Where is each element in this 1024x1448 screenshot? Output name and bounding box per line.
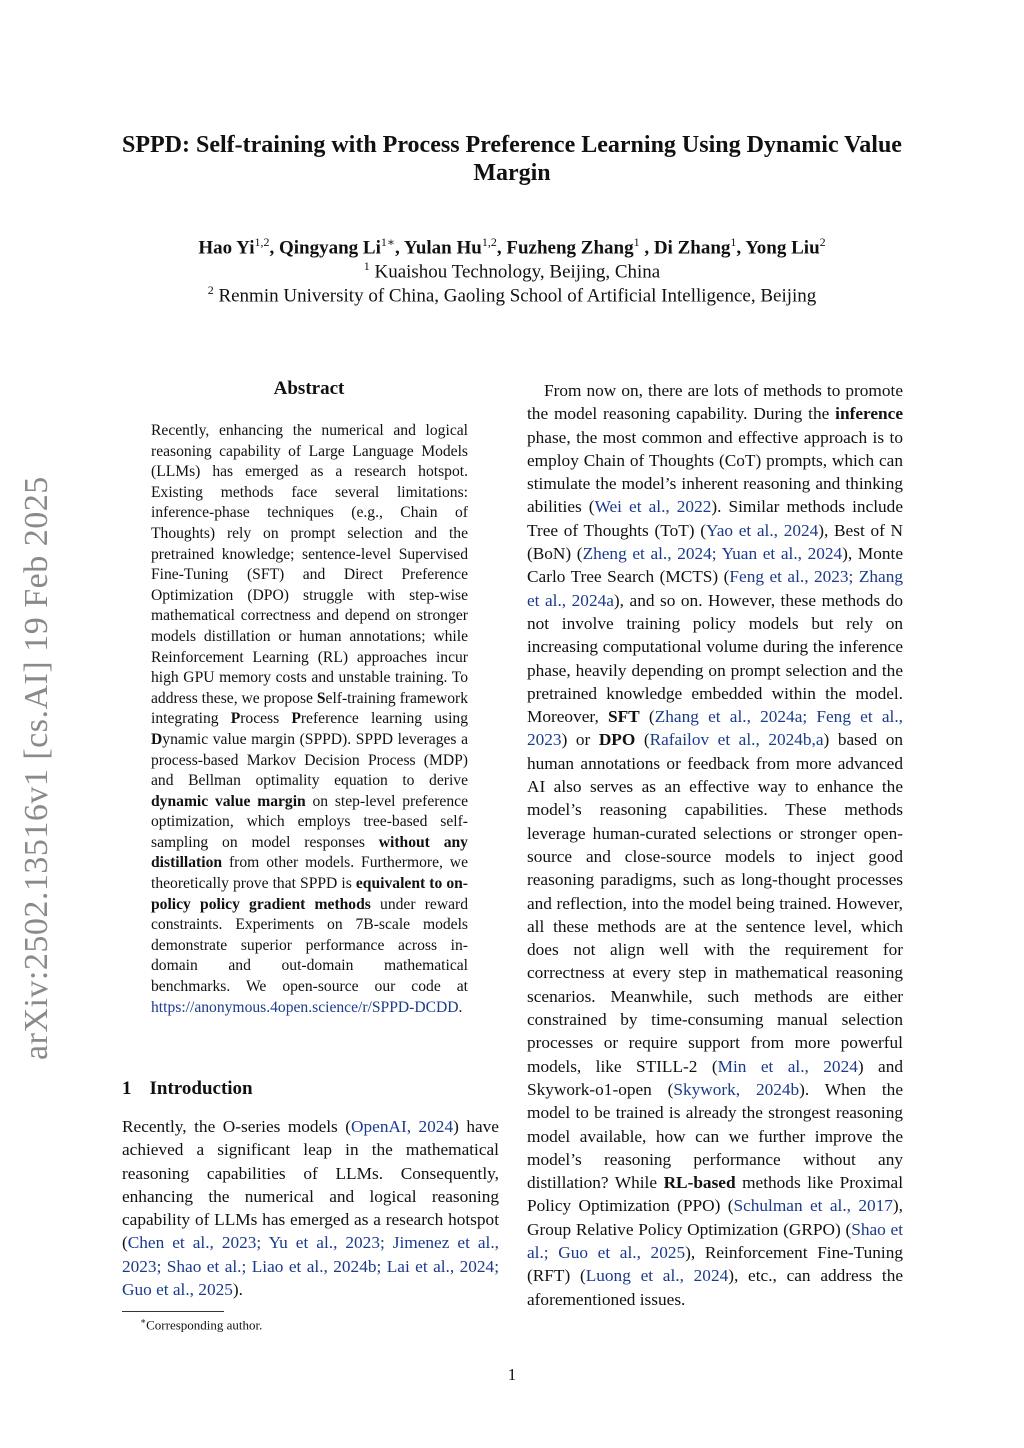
- author-name: Qingyang Li: [278, 237, 381, 259]
- body-text: ), and so on. However, these methods do not involve training policy models but rely on increasing computational volume during the inference phase, heavily depending on prompt selection and the pretrained knowledge embedded within the model. Moreover,: [527, 590, 903, 727]
- abstract-bold: P: [291, 710, 301, 728]
- right-column-paragraph: [527, 379, 903, 1311]
- citation-link[interactable]: Skywork, 2024b: [673, 1079, 800, 1099]
- code-link[interactable]: https://anonymous.4open.science/r/SPPD-DCDD: [151, 998, 459, 1016]
- bold-term: SFT: [608, 707, 640, 727]
- body-text: ), Reinforcement Fine-Tuning (RFT) (: [527, 1242, 903, 1286]
- footnote-mark: ∗: [140, 1316, 147, 1326]
- body-text: Recently, the O-series models (: [122, 1117, 352, 1136]
- abstract-text: from other models. Furthermore, we theoretically prove that SPPD is: [151, 854, 468, 893]
- citation-link[interactable]: Luong et al., 2024: [585, 1266, 729, 1286]
- body-text: ) or: [561, 730, 599, 750]
- citation-link[interactable]: OpenAI, 2024: [351, 1117, 454, 1136]
- intro-paragraph: [122, 1115, 499, 1301]
- abstract-text: .: [458, 998, 463, 1016]
- citation-link[interactable]: Rafailov et al., 2024b,a: [649, 730, 824, 750]
- abstract-bold: S: [316, 689, 326, 707]
- body-text: ).: [232, 1280, 243, 1300]
- citation-link[interactable]: Chen et al., 2023; Yu et al., 2023; Jimenez et al., 2023; Shao et al.; Liao et al., 2024b; Lai et al., 2024; Guo et al., 2025: [122, 1233, 499, 1300]
- author-name: Yulan Hu: [403, 237, 482, 259]
- body-text: ). Similar methods include Tree of Thoughts (ToT) (: [527, 497, 903, 540]
- footnote: [140, 1316, 262, 1333]
- abstract-text: on step-level preference optimization, which employs tree-based self-sampling on model responses: [151, 792, 468, 851]
- citation-link[interactable]: Zhang et al., 2024a; Feng et al., 2023: [527, 707, 903, 750]
- affil-sup: 2: [207, 283, 214, 297]
- affil-text: Renmin University of China, Gaoling School of Artificial Intelligence, Beijing: [218, 285, 817, 307]
- page-number: 1: [507, 1365, 517, 1384]
- affil-sup: 1: [363, 259, 370, 273]
- abstract-text: under reward constraints. Experiments on 7B-scale models demonstrate superior performance across in-domain and out-domain mathematical benchmarks. We open-source our code at: [151, 895, 468, 996]
- body-text: ), etc., can address the aforementioned issues.: [527, 1266, 904, 1309]
- footnote-text: Corresponding author.: [146, 1317, 263, 1333]
- abstract-text: ynamic value margin (SPPD). SPPD leverages a process-based Markov Decision Process (MDP) and Bellman optimality equation to derive: [151, 730, 468, 790]
- abstract-bold: D: [151, 730, 163, 748]
- author-name: Fuzheng Zhang: [506, 237, 634, 259]
- author-affil-sup: 2: [819, 235, 826, 249]
- section-title: Introduction: [149, 1078, 253, 1099]
- bold-term: RL-based: [663, 1173, 736, 1193]
- citation-link[interactable]: Feng et al., 2023; Zhang et al., 2024a: [527, 567, 903, 610]
- section-heading: [122, 1078, 253, 1100]
- citation-link[interactable]: Shao et al.; Guo et al., 2025: [527, 1219, 904, 1262]
- author-name: Hao Yi: [198, 237, 255, 259]
- citation-link[interactable]: Min et al., 2024: [717, 1056, 858, 1076]
- author-affil-sup: 1∗: [380, 235, 396, 249]
- footnote-rule: [122, 1311, 224, 1312]
- affiliation-2: [100, 278, 924, 308]
- author-name: Yong Liu: [745, 237, 820, 259]
- author-name: Di Zhang: [653, 237, 731, 259]
- section-number: 1: [122, 1078, 132, 1099]
- author-affil-sup: 1,2: [481, 235, 497, 249]
- abstract-bold: equivalent to on-policy policy gradient methods: [151, 875, 468, 913]
- body-text: ) have achieved a significant leap in the mathematical reasoning capabilities of LLMs. Consequently, enhancing the numerical and logical reasoning capability of LLMs has emerged as a research hotspot (: [122, 1117, 499, 1253]
- abstract-text: Recently, enhancing the numerical and logical reasoning capability of Large Language Models (LLMs) has emerged as a research hotspot. Existing methods face several limitations: inference-phase techniques (e.g., Chain of Thoughts) rely on prompt selection and the pretrained knowledge; sentence-level Supervised Fine-Tuning (SFT) and Direct Preference Optimization (DPO) struggle with step-wise mathematical correctness and depend on stronger models distillation or human annotations; while Reinforcement Learning (RL) approaches incur high GPU memory costs and unstable training. To address these, we propose: [151, 422, 468, 707]
- body-text: From now on, there are lots of methods to promote the model reasoning capability. During the: [527, 381, 903, 424]
- citation-link[interactable]: Zheng et al., 2024; Yuan et al., 2024: [582, 544, 843, 564]
- affil-text: Kuaishou Technology, Beijing, China: [374, 261, 661, 283]
- abstract-bold: P: [230, 710, 241, 728]
- author-affil-sup: 1: [633, 235, 640, 249]
- citation-link[interactable]: Schulman et al., 2017: [733, 1196, 893, 1216]
- author-affil-sup: 1,2: [254, 235, 270, 249]
- body-text: phase, the most common and effective approach is to employ Chain of Thoughts (CoT) prompts, which can stimulate the model’s inherent reasoning and thinking abilities (: [527, 427, 903, 517]
- body-text: ), Monte Carlo Tree Search (MCTS) (: [527, 544, 904, 587]
- author-affil-sup: 1: [730, 235, 737, 249]
- citation-link[interactable]: Wei et al., 2022: [594, 497, 712, 517]
- body-text: (: [635, 730, 650, 750]
- body-text: ), Group Relative Policy Optimization (GRPO) (: [527, 1196, 903, 1239]
- body-text: ) and Skywork-o1-open (: [527, 1056, 903, 1099]
- abstract-text: reference learning using: [300, 710, 468, 728]
- citation-link[interactable]: Yao et al., 2024: [705, 520, 819, 540]
- paper-title: SPPD: Self-training with Process Preference Learning Using Dynamic Value Margin: [122, 132, 902, 186]
- bold-term: inference: [835, 404, 903, 424]
- body-text: ) based on human annotations or feedback from more advanced AI also serves as an effective way to enhance the model’s reasoning capabilities. These methods leverage human-curated selections or stronger open-source and close-source models to inject good reasoning paradigms, such as long-thought processes and reflection, into the model being trained. However, all these methods are at the sentence level, which does not align well with the requirement for correctness at every step in mathematical reasoning scenarios. Meanwhile, such methods are either constrained by time-consuming manual selection processes or require support from more powerful models, like STILL-2 (: [527, 730, 904, 1076]
- abstract-heading: Abstract: [273, 378, 345, 399]
- bold-term: DPO: [598, 730, 636, 750]
- body-text: methods like Proximal Policy Optimization (PPO) (: [527, 1173, 903, 1216]
- author-list: Hao Yi$^{1,2}$, Qingyang $Li^{1∗}$, Yulan Hu$^{1,2}$, Fuzheng Zhang$^1$ , Di Zhang$^1$, Yong Liu$^2$: [198, 235, 826, 259]
- body-text: ), Best of N (BoN) (: [527, 520, 904, 564]
- abstract-bold: dynamic value margin: [151, 792, 306, 810]
- abstract-body: [151, 421, 468, 1018]
- arxiv-stamp: arXiv:2502.13516v1 [cs.AI] 19 Feb 2025: [18, 476, 55, 1060]
- abstract-text: elf-training framework integrating: [151, 689, 468, 728]
- abstract-text: rocess: [240, 710, 292, 728]
- abstract-bold: without any distillation: [151, 833, 468, 872]
- body-text: (: [639, 707, 655, 727]
- body-text: ). When the model to be trained is already the strongest reasoning model available, how can we further improve the model’s reasoning performance without any distillation? While: [527, 1079, 903, 1193]
